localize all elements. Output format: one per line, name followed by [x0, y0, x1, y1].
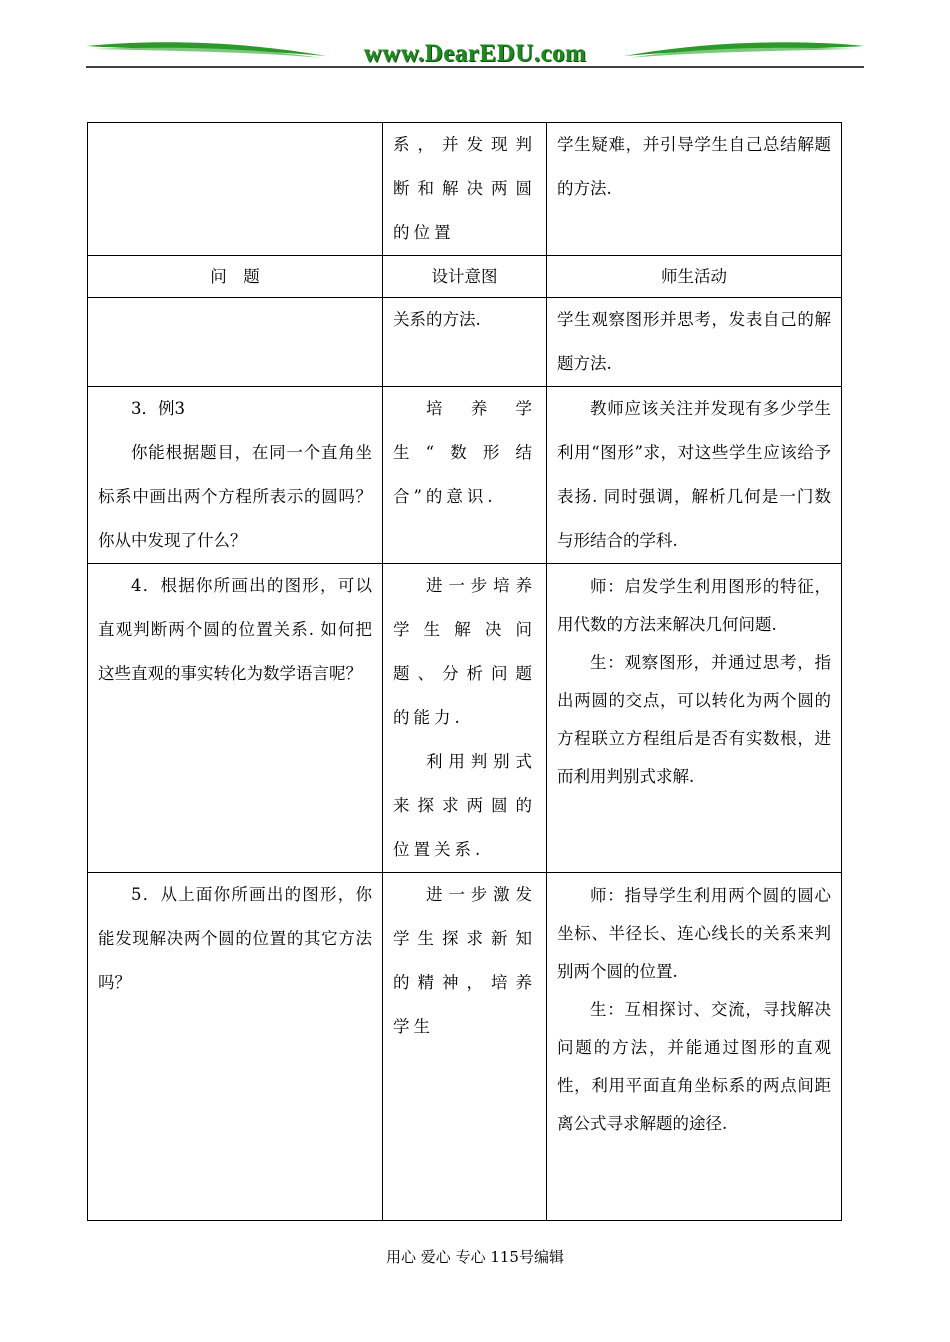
question-text: 5．从上面你所画出的图形，你能发现解决两个圆的位置的其它方法吗？ — [98, 885, 372, 992]
activity-text: 生：观察图形，并通过思考，指出两圆的交点，可以转化为两个圆的方程联立方程组后是否有实数根，进而利用判别式求解. — [557, 653, 831, 786]
question-number: 3．例3 — [131, 399, 185, 418]
intent-text: 利用判别式来探求两圆的位置关系. — [393, 752, 536, 859]
page-header — [86, 36, 864, 76]
question-cell — [88, 298, 383, 387]
column-header-intent: 设计意图 — [383, 256, 547, 298]
intent-text: 系，并发现判断和解决两圆的位置 — [393, 135, 536, 242]
activity-text: 学生观察图形并思考，发表自己的解题方法. — [557, 310, 831, 373]
intent-cell — [383, 873, 547, 1221]
table-header-row — [88, 256, 842, 298]
activity-text: 师：指导学生利用两个圆的圆心坐标、半径长、连心线长的关系来判别两个圆的位置. — [557, 886, 831, 981]
activity-text: 学生疑难，并引导学生自己总结解题的方法. — [557, 135, 831, 198]
column-header-activity: 师生活动 — [547, 256, 842, 298]
table-row — [88, 123, 842, 256]
column-header-question: 问 题 — [88, 256, 383, 298]
question-cell — [88, 387, 383, 564]
activity-cell — [547, 564, 842, 873]
question-cell — [88, 123, 383, 256]
lesson-table — [87, 122, 842, 1221]
activity-cell — [547, 873, 842, 1221]
table-row — [88, 387, 842, 564]
question-text: 你能根据题目，在同一个直角坐标系中画出两个方程所表示的圆吗？你从中发现了什么？ — [98, 443, 372, 550]
table-row — [88, 564, 842, 873]
intent-cell — [383, 387, 547, 564]
intent-cell — [383, 123, 547, 256]
activity-cell — [547, 298, 842, 387]
activity-text: 生：互相探讨、交流，寻找解决问题的方法，并能通过图形的直观性，利用平面直角坐标系的两点间距离公式寻求解题的途径. — [557, 1000, 831, 1133]
intent-cell — [383, 298, 547, 387]
page-footer: 用心 爱心 专心 115号编辑 — [386, 1248, 564, 1266]
activity-cell — [547, 387, 842, 564]
question-text: 4．根据你所画出的图形，可以直观判断两个圆的位置关系. 如何把这些直观的事实转化为数学语言呢？ — [98, 576, 372, 683]
intent-text: 进一步激发学生探求新知的精神，培养学生 — [393, 885, 536, 1036]
intent-text: 关系的方法. — [393, 310, 481, 329]
question-cell — [88, 564, 383, 873]
activity-cell — [547, 123, 842, 256]
activity-text: 师：启发学生利用图形的特征，用代数的方法来解决几何问题. — [557, 577, 831, 634]
question-cell — [88, 873, 383, 1221]
intent-text: 培养学生“数形结合”的意识. — [393, 399, 536, 506]
table-row — [88, 873, 842, 1221]
intent-cell — [383, 564, 547, 873]
table-row — [88, 298, 842, 387]
activity-text: 教师应该关注并发现有多少学生利用“图形”求，对这些学生应该给予表扬. 同时强调，解析几何是一门数与形结合的学科. — [557, 399, 831, 550]
site-logo[interactable]: www.DearEDU.com — [363, 40, 587, 67]
intent-text: 进一步培养学生解决问题、分析问题的能力. — [393, 576, 536, 727]
